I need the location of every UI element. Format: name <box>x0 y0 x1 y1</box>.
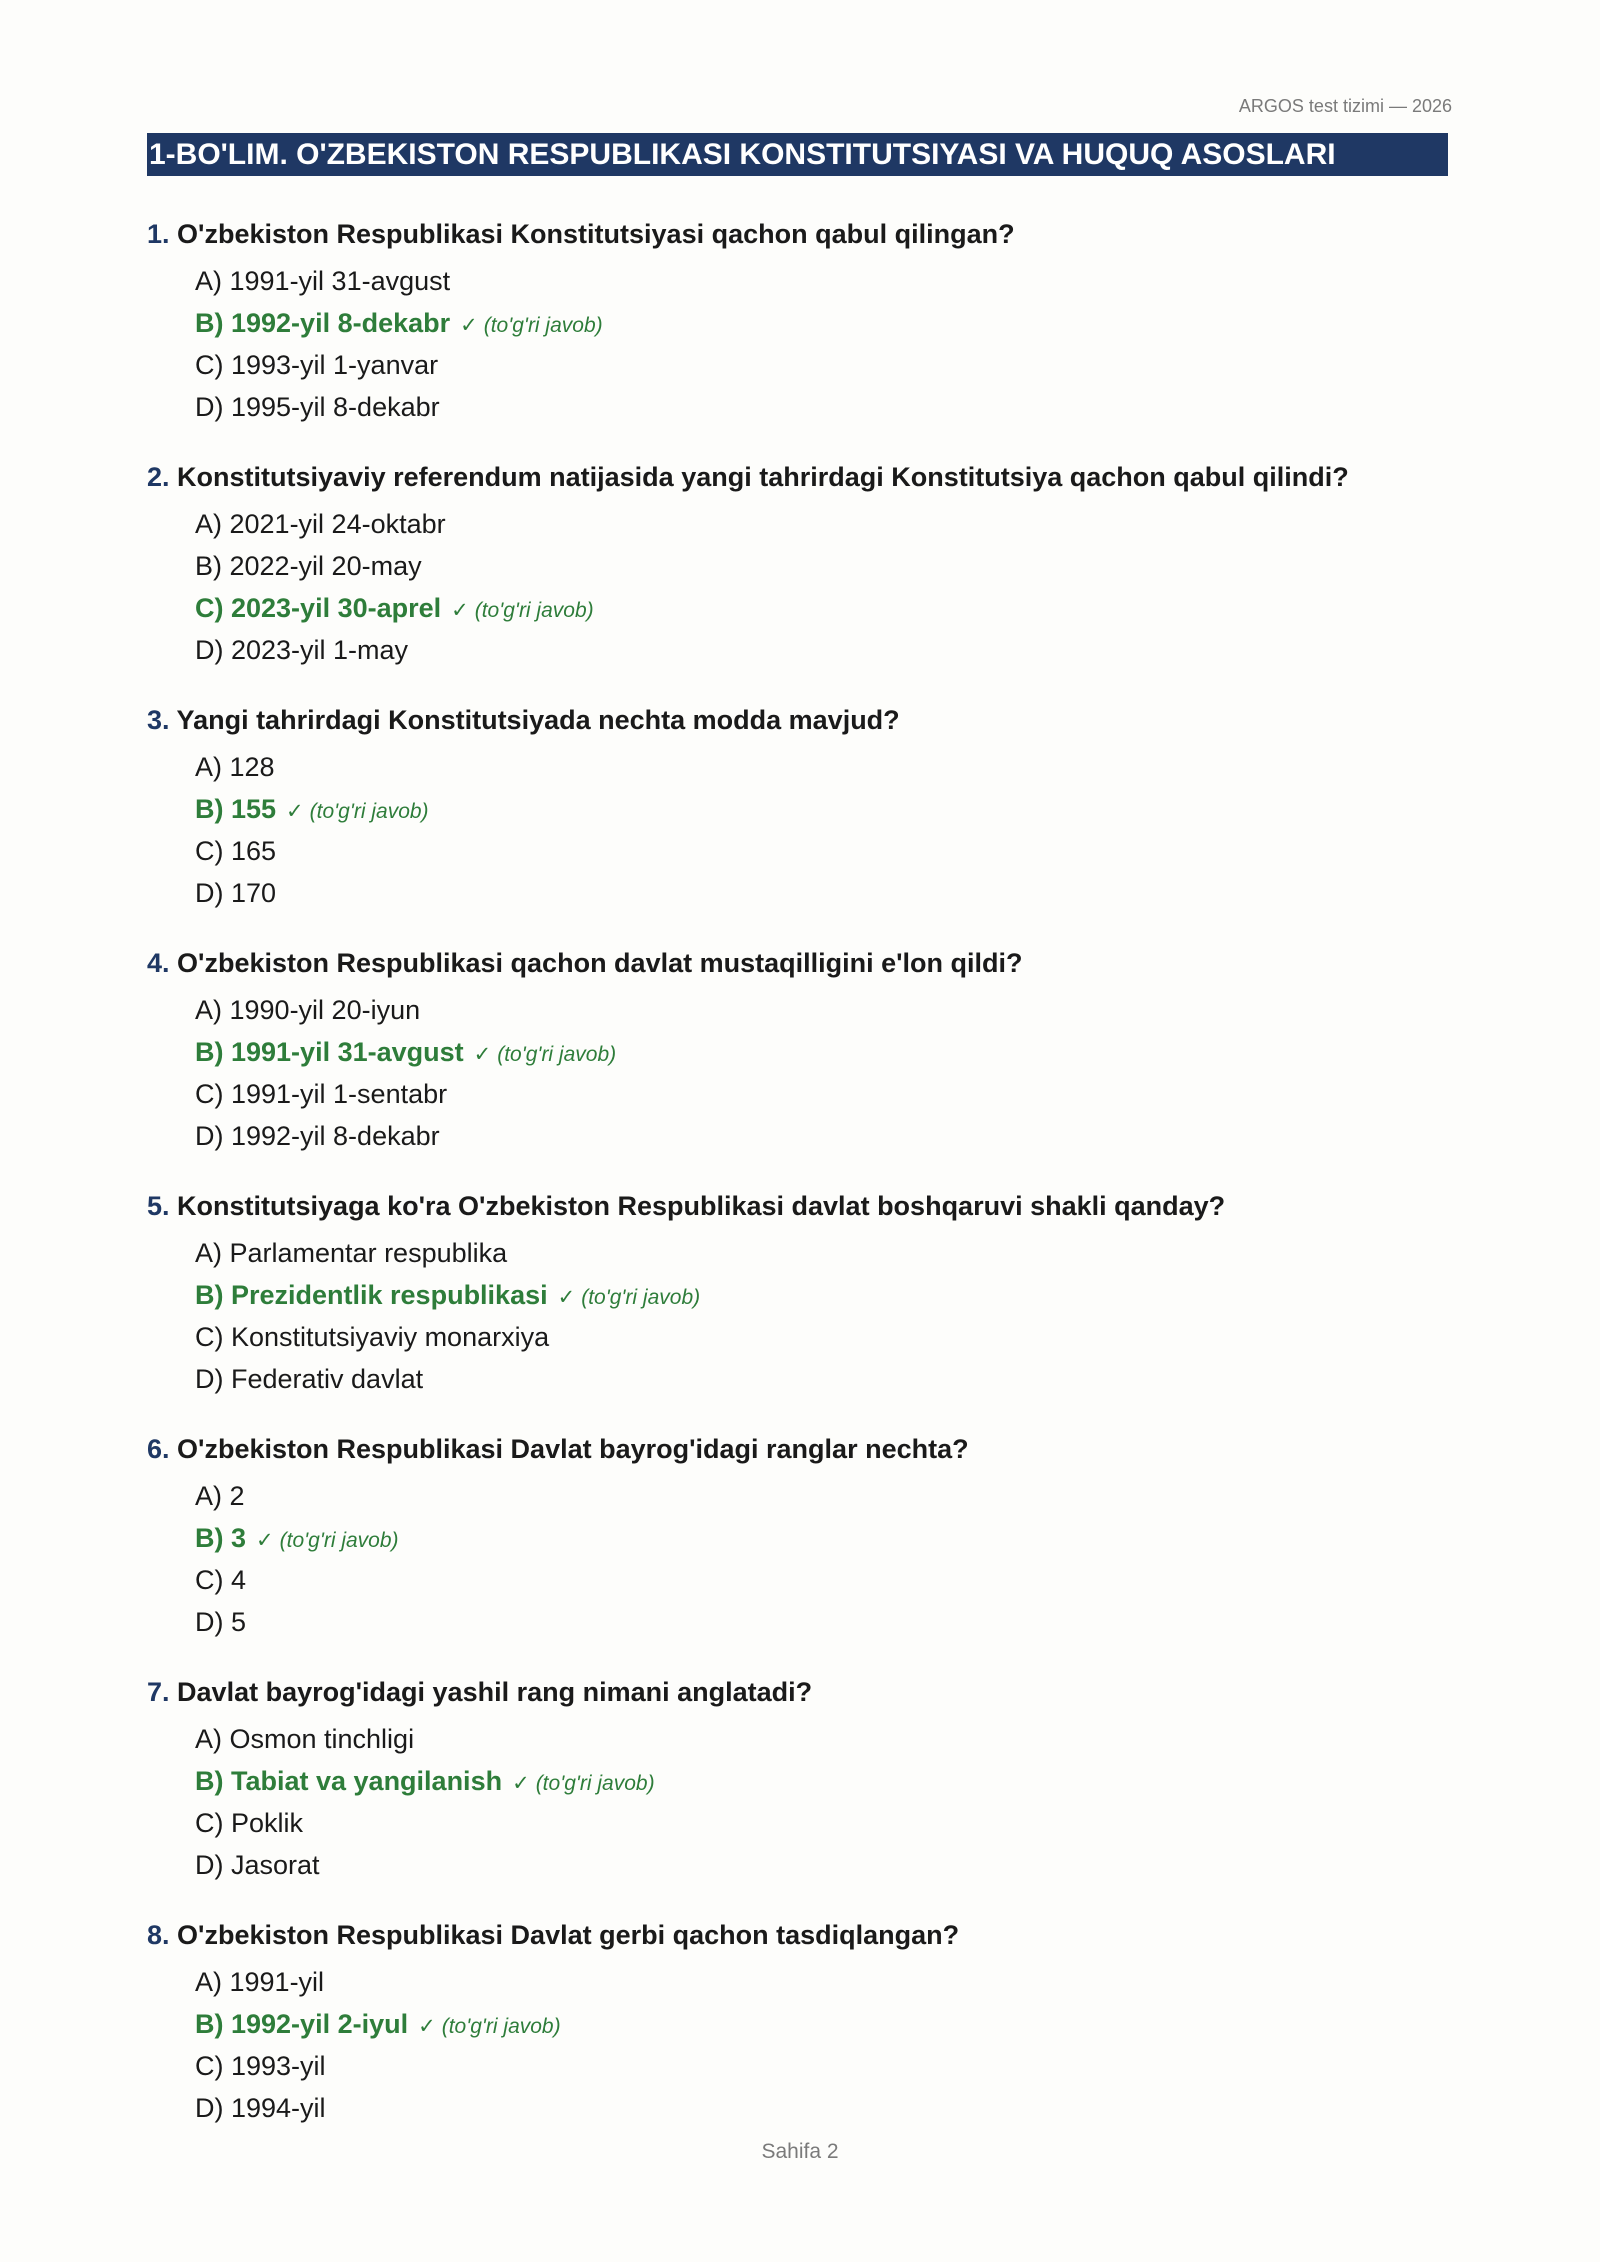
correct-answer-note <box>418 2015 561 2038</box>
answer-option <box>195 545 1448 587</box>
correct-answer-label: (to'g'ri javob) <box>474 599 594 622</box>
answer-option <box>195 1844 1448 1886</box>
answer-options <box>195 1232 1448 1400</box>
answer-option-label: A) 2021-yil 24-oktabr <box>195 509 446 539</box>
answer-option <box>195 1316 1448 1358</box>
correct-answer-label: (to'g'ri javob) <box>497 1043 617 1066</box>
correct-answer-note <box>512 1772 655 1795</box>
answer-option <box>195 1961 1448 2003</box>
question-item <box>147 1186 1448 1400</box>
checkmark-icon: ✓ <box>451 599 469 622</box>
correct-answer-note <box>474 1043 617 1066</box>
answer-option-label: C) 1991-yil 1-sentabr <box>195 1079 448 1109</box>
answer-option-label: C) 1993-yil <box>195 2051 326 2081</box>
question-title <box>147 214 1448 254</box>
checkmark-icon: ✓ <box>512 1772 530 1795</box>
answer-option-label: B) 155 <box>195 794 277 824</box>
question-item <box>147 214 1448 428</box>
correct-answer-note <box>256 1529 399 1552</box>
answer-option-label: D) 170 <box>195 878 277 908</box>
question-item <box>147 457 1448 671</box>
question-number: 3. <box>147 705 170 735</box>
checkmark-icon: ✓ <box>473 1043 492 1066</box>
answer-option-label: A) 1990-yil 20-iyun <box>195 995 421 1025</box>
checkmark-icon: ✓ <box>460 314 478 337</box>
answer-option <box>195 503 1448 545</box>
answer-option-label: D) Federativ davlat <box>195 1364 424 1394</box>
question-item <box>147 943 1448 1157</box>
answer-option-label: A) 2 <box>195 1481 245 1511</box>
correct-answer-note <box>286 800 429 823</box>
answer-option-correct <box>195 788 1448 830</box>
answer-option <box>195 1475 1448 1517</box>
answer-option-label: C) 4 <box>195 1565 247 1595</box>
question-title <box>147 1429 1448 1469</box>
question-number: 4. <box>147 948 170 978</box>
answer-option-label: D) Jasorat <box>195 1850 320 1880</box>
correct-answer-label: (to'g'ri javob) <box>535 1772 655 1795</box>
question-text: O'zbekiston Respublikasi Davlat gerbi qachon tasdiqlangan? <box>177 1920 960 1950</box>
checkmark-icon: ✓ <box>256 1529 274 1552</box>
answer-option-label: A) Parlamentar respublika <box>195 1238 508 1268</box>
question-number: 6. <box>147 1434 170 1464</box>
question-title <box>147 1915 1448 1955</box>
question-list <box>147 214 1448 2158</box>
answer-option-label: C) 165 <box>195 836 277 866</box>
question-number: 5. <box>147 1191 170 1221</box>
answer-option <box>195 1115 1448 1157</box>
answer-options <box>195 1475 1448 1643</box>
answer-option-label: D) 1994-yil <box>195 2093 326 2123</box>
answer-option-label: B) 2022-yil 20-may <box>195 551 422 581</box>
question-text: O'zbekiston Respublikasi Davlat bayrog'idagi ranglar nechta? <box>177 1434 969 1464</box>
checkmark-icon: ✓ <box>286 800 304 823</box>
correct-answer-note <box>451 599 594 622</box>
question-title <box>147 943 1448 983</box>
answer-option-correct <box>195 1517 1448 1559</box>
answer-option <box>195 1802 1448 1844</box>
answer-option-label: B) Tabiat va yangilanish <box>195 1766 503 1796</box>
answer-option <box>195 872 1448 914</box>
answer-option <box>195 830 1448 872</box>
correct-answer-note <box>558 1286 701 1309</box>
answer-option <box>195 1232 1448 1274</box>
question-number: 1. <box>147 219 170 249</box>
question-number: 8. <box>147 1920 170 1950</box>
answer-option-label: B) 1992-yil 8-dekabr <box>195 308 451 338</box>
answer-option-correct <box>195 1760 1448 1802</box>
answer-option-label: C) Konstitutsiyaviy monarxiya <box>195 1322 550 1352</box>
answer-option <box>195 386 1448 428</box>
question-text: O'zbekiston Respublikasi Konstitutsiyasi qachon qabul qilingan? <box>177 219 1015 249</box>
page-number: Sahifa 2 <box>761 2140 839 2163</box>
answer-option-correct <box>195 1031 1448 1073</box>
answer-option <box>195 2087 1448 2129</box>
answer-option-correct <box>195 302 1448 344</box>
answer-option <box>195 344 1448 386</box>
question-text: Davlat bayrog'idagi yashil rang nimani anglatadi? <box>177 1677 813 1707</box>
answer-option-label: D) 1992-yil 8-dekabr <box>195 1121 440 1151</box>
correct-answer-note <box>460 314 603 337</box>
answer-option-correct <box>195 2003 1448 2045</box>
answer-option-label: A) 128 <box>195 752 275 782</box>
question-text: Konstitutsiyaga ko'ra O'zbekiston Respublikasi davlat boshqaruvi shakli qanday? <box>177 1191 1226 1221</box>
correct-answer-label: (to'g'ri javob) <box>441 2015 561 2038</box>
answer-options <box>195 1718 1448 1886</box>
answer-option-label: B) Prezidentlik respublikasi <box>195 1280 548 1310</box>
answer-option-correct <box>195 1274 1448 1316</box>
correct-answer-label: (to'g'ri javob) <box>309 800 429 823</box>
question-text: Konstitutsiyaviy referendum natijasida yangi tahrirdagi Konstitutsiya qachon qabul qilindi? <box>177 462 1349 492</box>
question-text: Yangi tahrirdagi Konstitutsiyada nechta modda mavjud? <box>176 705 900 735</box>
question-title <box>147 700 1448 740</box>
checkmark-icon: ✓ <box>418 2015 436 2038</box>
answer-options <box>195 1961 1448 2129</box>
answer-option-label: D) 2023-yil 1-may <box>195 635 409 665</box>
answer-option <box>195 2045 1448 2087</box>
correct-answer-label: (to'g'ri javob) <box>279 1529 399 1552</box>
question-number: 7. <box>147 1677 170 1707</box>
question-title <box>147 1672 1448 1712</box>
answer-option <box>195 1718 1448 1760</box>
answer-option-label: B) 1991-yil 31-avgust <box>195 1037 464 1067</box>
answer-options <box>195 746 1448 914</box>
question-title <box>147 1186 1448 1226</box>
answer-option <box>195 1559 1448 1601</box>
answer-option <box>195 989 1448 1031</box>
section-title-banner: 1-BO'LIM. O'ZBEKISTON RESPUBLIKASI KONSTITUTSIYASI VA HUQUQ ASOSLARI <box>147 133 1448 176</box>
answer-option-label: B) 1992-yil 2-iyul <box>195 2009 409 2039</box>
answer-option-label: C) Poklik <box>195 1808 304 1838</box>
answer-option <box>195 260 1448 302</box>
answer-option-label: A) 1991-yil 31-avgust <box>195 266 451 296</box>
answer-option-label: A) Osmon tinchligi <box>195 1724 415 1754</box>
answer-option-label: D) 1995-yil 8-dekabr <box>195 392 440 422</box>
question-title <box>147 457 1448 497</box>
answer-option <box>195 1358 1448 1400</box>
question-item <box>147 1915 1448 2129</box>
answer-option-label: B) 3 <box>195 1523 247 1553</box>
answer-option-label: A) 1991-yil <box>195 1967 325 1997</box>
answer-option <box>195 746 1448 788</box>
answer-options <box>195 260 1448 428</box>
correct-answer-label: (to'g'ri javob) <box>483 314 603 337</box>
answer-options <box>195 503 1448 671</box>
question-text: O'zbekiston Respublikasi qachon davlat mustaqilligini e'lon qildi? <box>177 948 1023 978</box>
question-number: 2. <box>147 462 170 492</box>
answer-option <box>195 1601 1448 1643</box>
answer-option-label: D) 5 <box>195 1607 247 1637</box>
answer-option-correct <box>195 587 1448 629</box>
document-header-label: ARGOS test tizimi — 2026 <box>1238 96 1452 116</box>
answer-option-label: C) 2023-yil 30-aprel <box>195 593 442 623</box>
question-item <box>147 1429 1448 1643</box>
answer-options <box>195 989 1448 1157</box>
answer-option <box>195 1073 1448 1115</box>
question-item <box>147 700 1448 914</box>
correct-answer-label: (to'g'ri javob) <box>581 1286 701 1309</box>
question-item <box>147 1672 1448 1886</box>
checkmark-icon: ✓ <box>557 1286 576 1309</box>
answer-option <box>195 629 1448 671</box>
answer-option-label: C) 1993-yil 1-yanvar <box>195 350 439 380</box>
